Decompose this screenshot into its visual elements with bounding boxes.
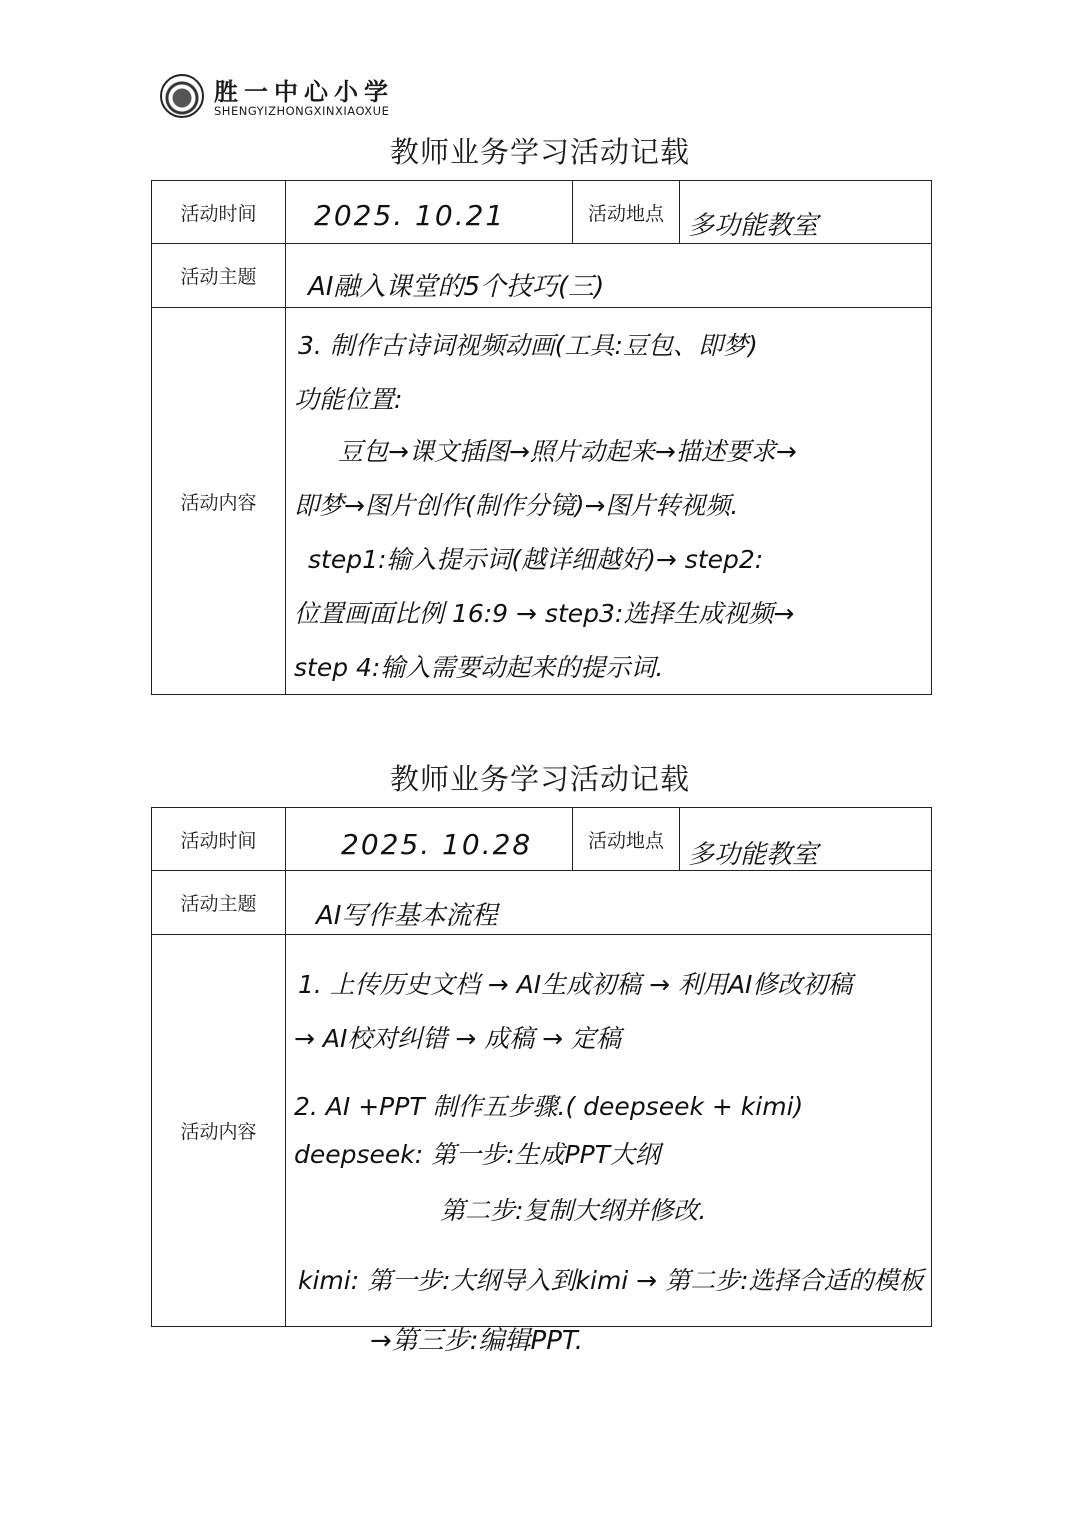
record-1-content-line: 3. 制作古诗词视频动画(工具:豆包、即梦) [298,331,758,360]
record-1-time-value: 2025. 10.21 [314,199,506,232]
record-2-content-line: 2. AI +PPT 制作五步骤.( deepseek + kimi) [294,1092,804,1121]
record-2-content-line: 第二步:复制大纲并修改. [440,1196,707,1225]
record-2-place-value: 多功能教室 [688,840,819,870]
record-2-time-value: 2025. 10.28 [341,828,533,861]
record-2-table [151,807,932,1327]
record-2-title: 教师业务学习活动记载 [389,762,690,796]
record-1-content-cell [286,308,932,695]
record-2-topic-value: AI写作基本流程 [316,901,498,931]
record-1-content-line: 功能位置: [294,385,403,414]
record-2-content-line: kimi: 第一步:大纲导入到kimi → 第二步:选择合适的模板 [298,1266,924,1295]
record-1-place-label: 活动地点 [573,181,680,244]
record-1-content-line: step 4:输入需要动起来的提示词. [294,653,664,682]
record-1-topic-value: AI融入课堂的5个技巧(三) [308,272,605,302]
record-2-overflow-line: →第三步:编辑PPT. [370,1326,583,1356]
school-pinyin: SHENGYIZHONGXINXIAOXUE [214,104,390,118]
record-1-place-value: 多功能教室 [688,211,819,241]
record-1-content-line: 豆包→课文插图→照片动起来→描述要求→ [338,437,797,466]
record-2-time-label: 活动时间 [152,808,286,871]
school-logo-icon [160,74,204,118]
record-1-content-line: 即梦→图片创作(制作分镜)→图片转视频. [294,491,739,520]
record-2-place-label: 活动地点 [573,808,680,871]
record-1-content-line: 位置画面比例 16:9 → step3:选择生成视频→ [294,599,795,628]
record-2-content-cell [286,935,932,1327]
record-2-topic-label: 活动主题 [152,871,286,935]
school-name: 胜一中心小学 [214,78,394,106]
record-1-time-label: 活动时间 [152,181,286,244]
record-2-content-line: 1. 上传历史文档 → AI生成初稿 → 利用AI修改初稿 [298,970,853,999]
record-1-place-cell [680,181,932,244]
record-1-table [151,180,932,695]
record-1-content-label: 活动内容 [152,308,286,695]
record-2-place-cell [680,808,932,871]
record-2-content-line: deepseek: 第一步:生成PPT大纲 [294,1140,660,1169]
record-2-content-label: 活动内容 [152,935,286,1327]
record-1-content-line: step1:输入提示词(越详细越好)→ step2: [308,545,764,574]
record-2-content-line: → AI校对纠错 → 成稿 → 定稿 [294,1024,622,1053]
record-1-time-cell [286,181,573,244]
record-1-topic-label: 活动主题 [152,244,286,308]
record-2-time-cell [286,808,573,871]
record-2-topic-cell [286,871,932,935]
record-1-title: 教师业务学习活动记载 [389,135,690,169]
record-1-topic-cell [286,244,932,308]
